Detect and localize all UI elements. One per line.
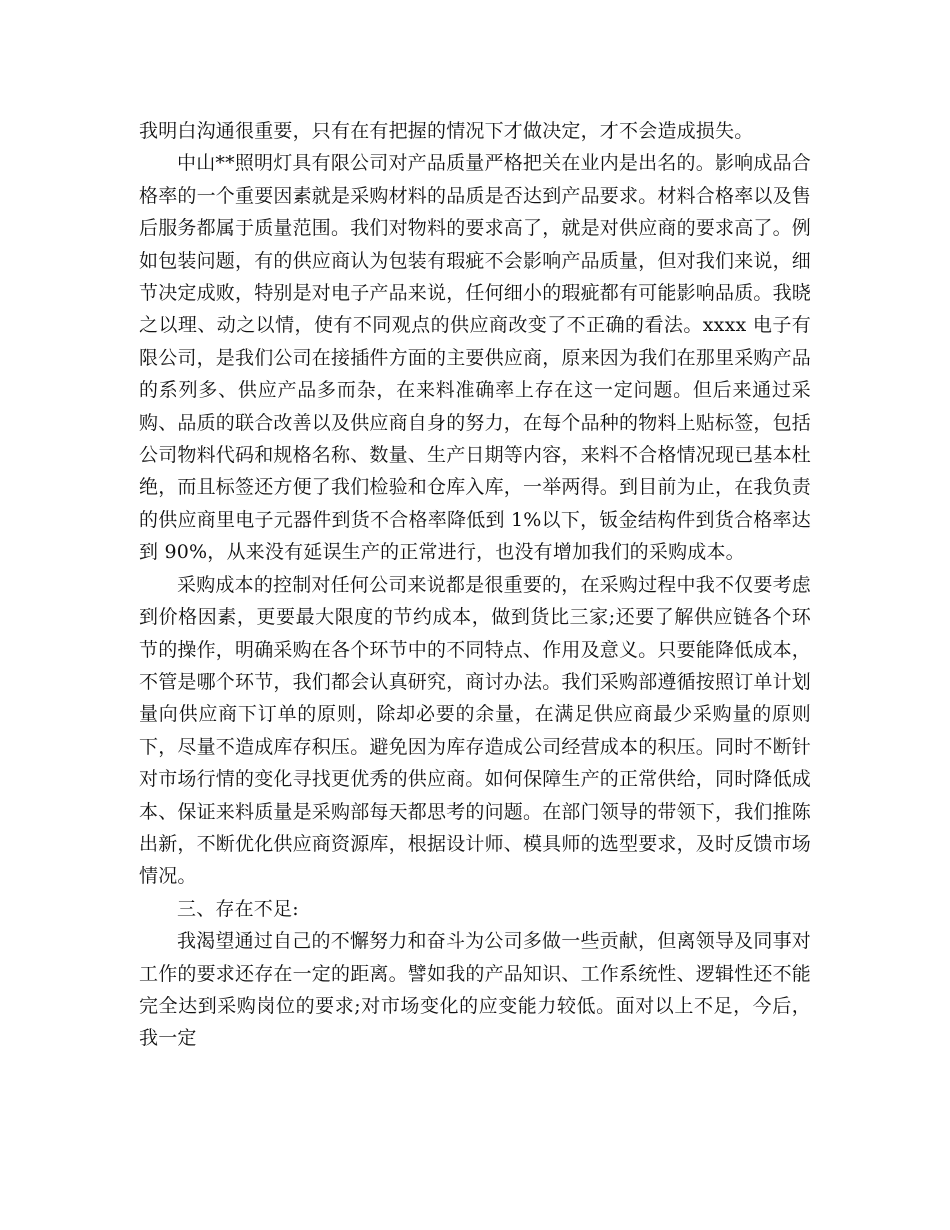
paragraph-cost-control: 采购成本的控制对任何公司来说都是很重要的，在采购过程中我不仅要考虑到价格因素，更要最大限度的节约成本，做到货比三家;还要了解供应链各个环节的操作，明确采购在各个环节中的不同特点、作用及意义。只要能降低成本，不管是哪个环节，我们都会认真研究，商讨办法。我们采购部遵循按照订单计划量向供应商下订单的原则，除却必要的余量，在满足供应商最少采购量的原则下，尽量不造成库存积压。避免因为库存造成公司经营成本的积压。同时不断针对市场行情的变化寻找更优秀的供应商。如何保障生产的正常供给，同时降低成本、保证来料质量是采购部每天都思考的问题。在部门领导的带领下，我们推陈出新，不断优化供应商资源库，根据设计师、模具师的选型要求，及时反馈市场情况。	[139, 573, 812, 888]
paragraph-communication: 我明白沟通很重要，只有在有把握的情况下才做决定，才不会造成损失。	[139, 120, 754, 142]
section-heading-shortcomings: 三、存在不足:	[177, 897, 299, 920]
paragraph-shortcomings: 我渴望通过自己的不懈努力和奋斗为公司多做一些贡献，但离领导及同事对工作的要求还存在一定的距离。譬如我的产品知识、工作系统性、逻辑性还不能完全达到采购岗位的要求;对市场变化的应变能力较低。面对以上不足，今后，我一定	[139, 930, 812, 1050]
paragraph-quality-control: 中山**照明灯具有限公司对产品质量严格把关在业内是出名的。影响成品合格率的一个重要因素就是采购材料的品质是否达到产品要求。材料合格率以及售后服务都属于质量范围。我们对物料的要求高了，就是对供应商的要求高了。例如包装问题，有的供应商认为包装有瑕疵不会影响产品质量，但对我们来说，细节决定成败，特别是对电子产品来说，任何细小的瑕疵都有可能影响品质。我晓之以理、动之以情，使有不同观点的供应商改变了不正确的看法。xxxx 电子有限公司，是我们公司在接插件方面的主要供应商，原来因为我们在那里采购产品的系列多、供应产品多而杂，在来料准确率上存在这一定问题。但后来通过采购、品质的联合改善以及供应商自身的努力，在每个品种的物料上贴标签，包括公司物料代码和规格名称、数量、生产日期等内容，来料不合格情况现已基本杜绝，而且标签还方便了我们检验和仓库入库，一举两得。到目前为止，在我负责的供应商里电子元器件到货不合格率降低到 1%以下，钣金结构件到货合格率达到 90%，从来没有延误生产的正常进行，也没有增加我们的采购成本。	[139, 152, 812, 564]
document-body	[139, 115, 811, 1055]
